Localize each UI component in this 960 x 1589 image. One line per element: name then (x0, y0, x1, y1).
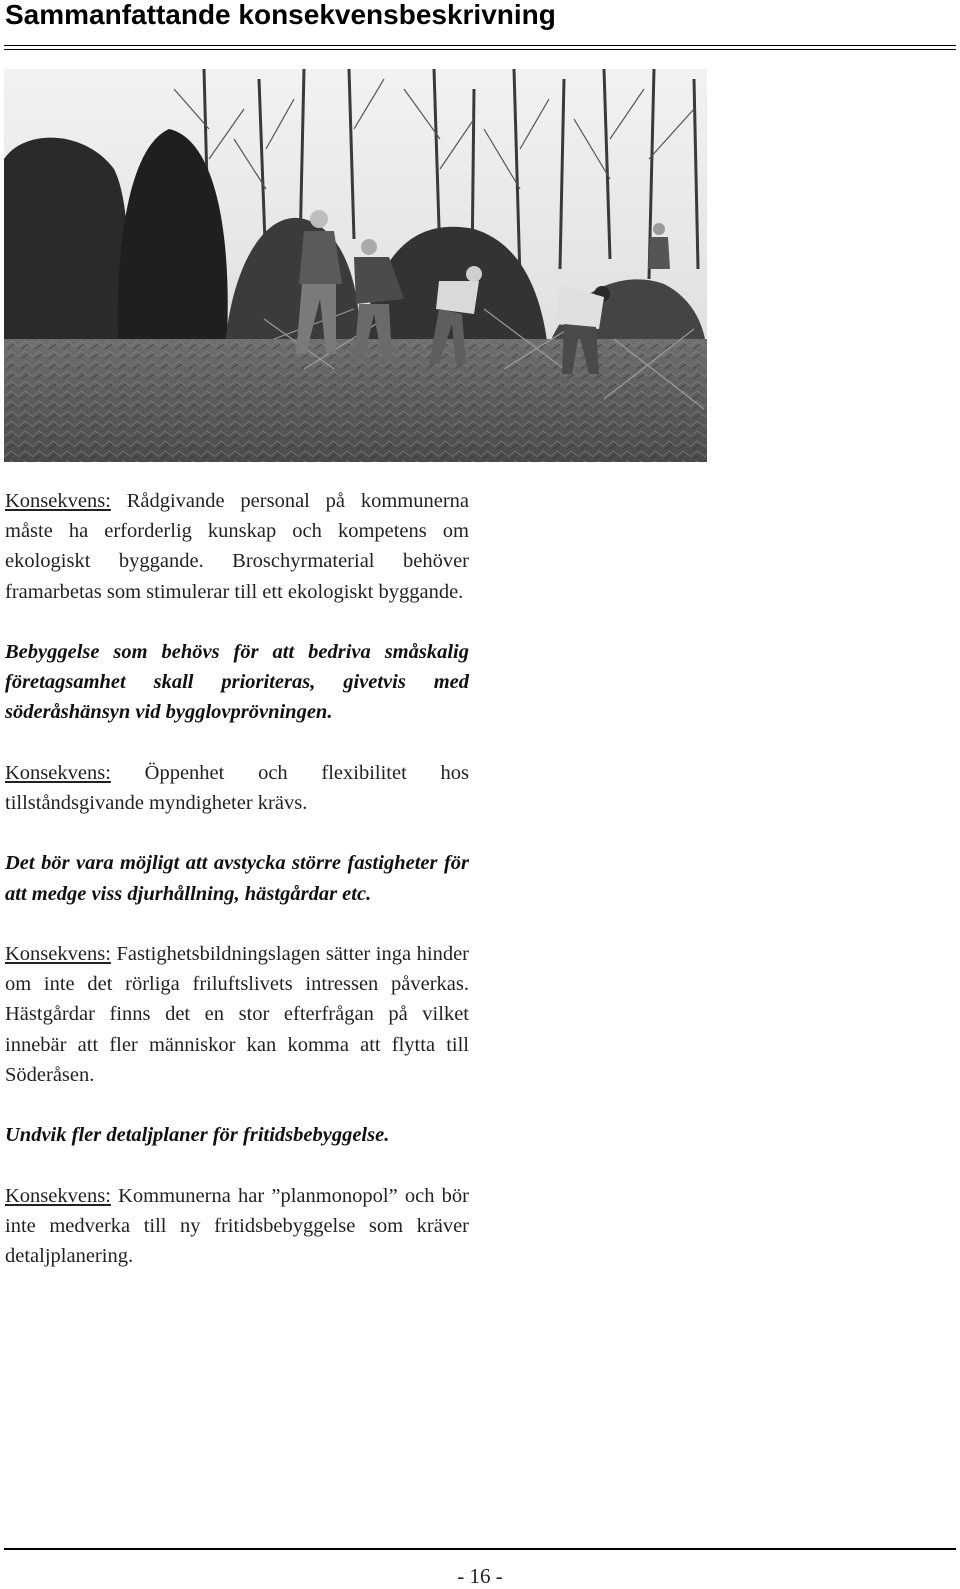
consequence-paragraph-4 (5, 1181, 469, 1272)
recommendation-3: Undvik fler detaljplaner för fritidsbebyggelse. (5, 1124, 390, 1147)
brush-clearing-photo (4, 69, 707, 462)
consequence-paragraph-3 (5, 939, 469, 1090)
consequence-label: Konsekvens: (5, 1184, 111, 1207)
consequence-text: Kommunerna har ”planmonopol” och bör inte medverka till ny fritidsbebyggelse som kräver detaljplanering. (5, 1184, 469, 1267)
consequence-text: Fastighetsbildningslagen sätter inga hinder om inte det rörliga friluftslivets intressen påverkas. Hästgårdar finns det en stor efterfrågan på vilket innebär att fler människor kan komma att flytta till Söderåsen. (5, 942, 469, 1086)
text-column (5, 486, 469, 1301)
page-number: - 16 - (457, 1564, 503, 1588)
consequence-label: Konsekvens: (5, 761, 111, 784)
consequence-text: Rådgivande personal på kommunerna måste ha erforderlig kunskap och kompetens om ekologiskt byggande. Broschyrmaterial behöver framarbetas som stimulerar till ett ekologiskt byggande. (5, 490, 469, 603)
consequence-paragraph-1 (5, 486, 469, 607)
page-title: Sammanfattande konsekvensbeskrivning (5, 0, 556, 30)
recommendation-2: Det bör vara möjligt att avstycka större fastigheter för att medge viss djurhållning, hästgårdar etc. (5, 852, 469, 905)
footer-divider (4, 1548, 956, 1550)
consequence-label: Konsekvens: (5, 490, 111, 512)
header-divider (4, 45, 956, 50)
consequence-text: Öppenhet och flexibilitet hos tillståndsgivande myndigheter krävs. (5, 761, 469, 814)
recommendation-1: Bebyggelse som behövs för att bedriva småskalig företagsamhet skall prioriteras, givetvis med söderåshänsyn vid bygglovprövningen. (5, 641, 469, 724)
consequence-paragraph-2 (5, 758, 469, 818)
consequence-label: Konsekvens: (5, 942, 111, 965)
